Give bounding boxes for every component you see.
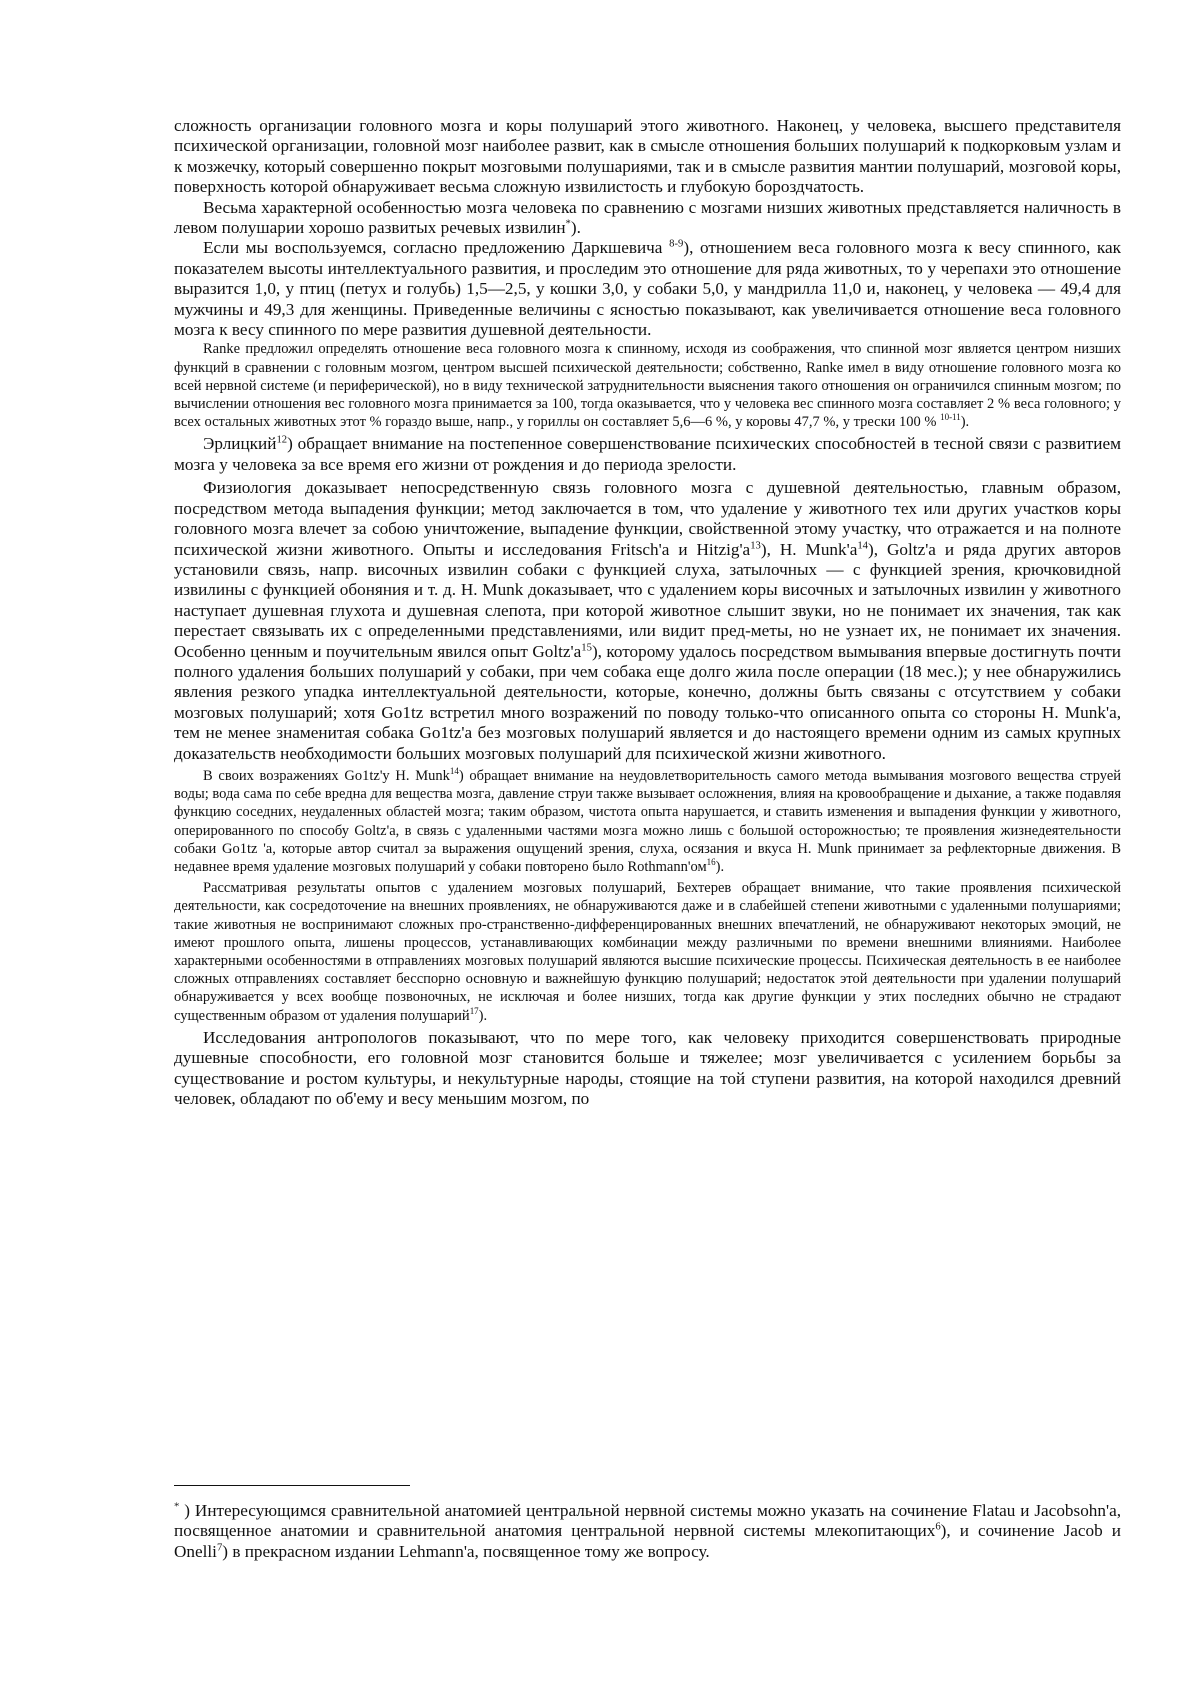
citation-ref: 8-9 [669,238,684,250]
paragraph-brain-weight-ratio: Если мы воспользуемся, согласно предложению Даркшевича $^{8-9}$), отношением веса головного мозга к весу спинного, как показателем высоты интеллектуального развития, и проследим это отношение для ряда животных, то у черепахи это отношение выразится 1,0, у птиц (петух и голубь) 1,5—2,5, у кошки 3,0, у собаки 5,0, у мандрилла 11,0 и, наконец, у человека — 49,4 для мужчины и 49,3 для женщины. Приведенные величины с ясностью показывают, как увеличивается отношение веса головного мозга к весу спинного по мере развития душевной деятельности. [174,238,1121,340]
citation-ref: 17 [469,1005,479,1016]
paragraph-munk-objections: В своих возражениях Go1tz'у H. Munk$^{14}$) обращает внимание на неудовлетворительность самого метода вымывания мозгового вещества струей воды; вода сама по себе вредна для вещества мозга, давление струи также вызывает осложнения, влияя на кровообращение и дыхание, а также подавляя функцию соседних, неудаленных областей мозга; таким образом, чистота опыта нарушается, и ставить изменения и выпадения функции у животного, оперированного по способу Goltz'а, в связь с удаленными частями мозга можно лишь с большой осторожностью; те проявления жизнедеятельности собаки Go1tz 'а, которые автор считал за выражения ощущений зрения, слуха, осязания и вкуса H. Munk принимает за рефлекторные движения. В недавнее время удаление мозговых полушарий у собаки повторено было $Rothmann'ом^{16}$). [174,766,1122,875]
footnote-separator [174,1485,410,1486]
citation-ref: 6 [935,1521,941,1533]
footnote-marker: * [174,1501,180,1513]
paragraph-bekhterev: Рассматривая результаты опытов с удалением мозговых полушарий, Бехтерев обращает внимание, что такие проявления психической деятельности, как сосредоточение на внешних проявлениях, не обнаруживаются даже и в слабейшей степени животными с удаленными полушариями; такие животныя не воспринимают сложных про-странственно-дифференцированных внешних впечатлений, не обнаруживают некоторых эмоций, не имеют прошлого опыта, лишены процессов, устанавливающих комбинации между различными по времени внешними влияниями. Наиболее характерными особенностями в отправлениях мозговых полушарий являются высшие психические процессы. Психическая деятельность в ее наиболее сложных отправлениях составляет бесспорно основную и важнейшую функцию полушарий; недостаток этой деятельности при удалении полушарий обнаруживается у всех вообще позвоночных, не исключая и более низших, тогда как другие функции у этих последних обычно не страдают существенным образом от удаления полушарий$^{17}$). [174,880,1121,1024]
citation-ref: 13 [750,539,761,551]
footnote-ref: * [565,218,571,230]
paragraph-physiology: Физиология доказывает непосредственную связь головного мозга с душевной деятельностью, главным образом, посредством метода выпадения функции; метод заключается в том, что удаление у животного тех или других участков коры головного мозга влечет за собою уничтожение, выпадение функции, свойственной этому участку, что отражается и на полноте психической жизни животного. Опыты и исследования Fritsch'а и $Hitzig'а^{13}$), H. $Munk'а^{14}$), Goltz'а и ряда других авторов установили связь, напр. височных извилин собаки с функцией слуха, затылочных — с функцией зрения, крючковидной извилины с функцией обоняния и т. д. H. Munk доказывает, что с удалением коры височных и затылочных извилин у животного наступает душевная глухота и душевная слепота, при которой животное слышит звуки, но не понимает их значения, так как перестает связывать их с определенными представлениями, или видит пред-меты, но не узнает их, не понимает их значения. Особенно ценным и поучительным явился опыт $Goltz'а^{15}$), которому удалось посредством вымывания впервые достигнуть почти полного удаления больших полушарий у собаки, при чем собака еще долго жила после операции (18 мес.); у нее обнаружились явления резкого упадка интеллектуальной деятельности, которые, конечно, должны быть связаны с отсутствием у собаки мозговых полушарий; хотя Go1tz встретил много возражений по поводу только-что описанного опыта со стороны H. Munk'а, тем не менее знаменитая собака Go1tz'а без мозговых полушарий является и до настоящего времени одним из самых крупных доказательств необходимости больших мозговых полушарий для психической жизни животного. [174,478,1121,763]
citation-ref: 16 [706,857,716,868]
footnote: * ) Интересующимся сравнительной анатомией центральной нервной системы можно указать на сочинение Flatau и Jacobsohn'а, посвященное анатомии и сравнительной анатомия центральной нервной системы млекопитающих$^6$), и сочинение Jacob и Onelli$^7$) в прекрасном издании Lehmann'а, посвященное тому же вопросу. [174,1501,1121,1561]
citation-ref: 12 [276,434,288,446]
body-text [174,116,1121,1109]
citation-ref: 14 [449,766,459,777]
paragraph-erlitsky: Эрлицкий$^{12}$) обращает внимание на постепенное совершенствование психических способностей в тесной связи с развитием мозга у человека за все время его жизни от рождения и до периода зрелости. [174,434,1121,474]
citation-ref: 7 [216,1542,223,1554]
citation-ref: 15 [581,641,592,653]
paragraph-speech-gyri: Весьма характерной особенностью мозга человека по сравнению с мозгами низших животных представляется наличность в левом полушарии хорошо развитых речевых извилин*). [174,197,1121,238]
citation-ref: 10-11 [940,412,961,423]
paragraph-anthropology: Исследования антропологов показывают, что по мере того, как человеку приходится совершенствовать природные душевные способности, его головной мозг становится больше и тяжелее; мозг увеличивается с усилением борьбы за существование и ростом культуры, и некультурные народы, стоящие на той ступени развития, на которой находился древний человек, обладают по об'ему и весу меньшим мозгом, по [174,1027,1121,1109]
paragraph-ranke-note: Ranke предложил определять отношение веса головного мозга к спинному, исходя из соображения, что спинной мозг является центром низших функций в сравнении с головным мозгом, центром высшей психической деятельности; собственно, Ranke имел в виду отношение головного мозга ко всей нервной системе (и периферической), но в виду технической затруднительности выяснения такого отношения он ограничился спинным мозгом; по вычислении отношения вес головного мозга принимается за 100, тогда оказывается, что у человека вес спинного мозга составляет 2 % веса головного; у всех остальных животных этот % гораздо выше, напр., у гориллы он составляет 5,6—6 %, у коровы 47,7 %, у трески 100 % $^{10-11}$). [174,341,1121,431]
paragraph-brain-complexity: сложность организации головного мозга и коры полушарий этого животного. Наконец, у человека, высшего представителя психической организации, головной мозг наиболее развит, как в смысле отношения больших полушарий к подкорковым узлам и к мозжечку, который совершенно покрыт мозговыми полушариями, так и в смысле развития мантии полушарий, мозговой коры, поверхность которой обнаруживает весьма сложную извилистость и глубокую бороздчатость. [174,116,1121,197]
citation-ref: 14 [857,539,868,551]
